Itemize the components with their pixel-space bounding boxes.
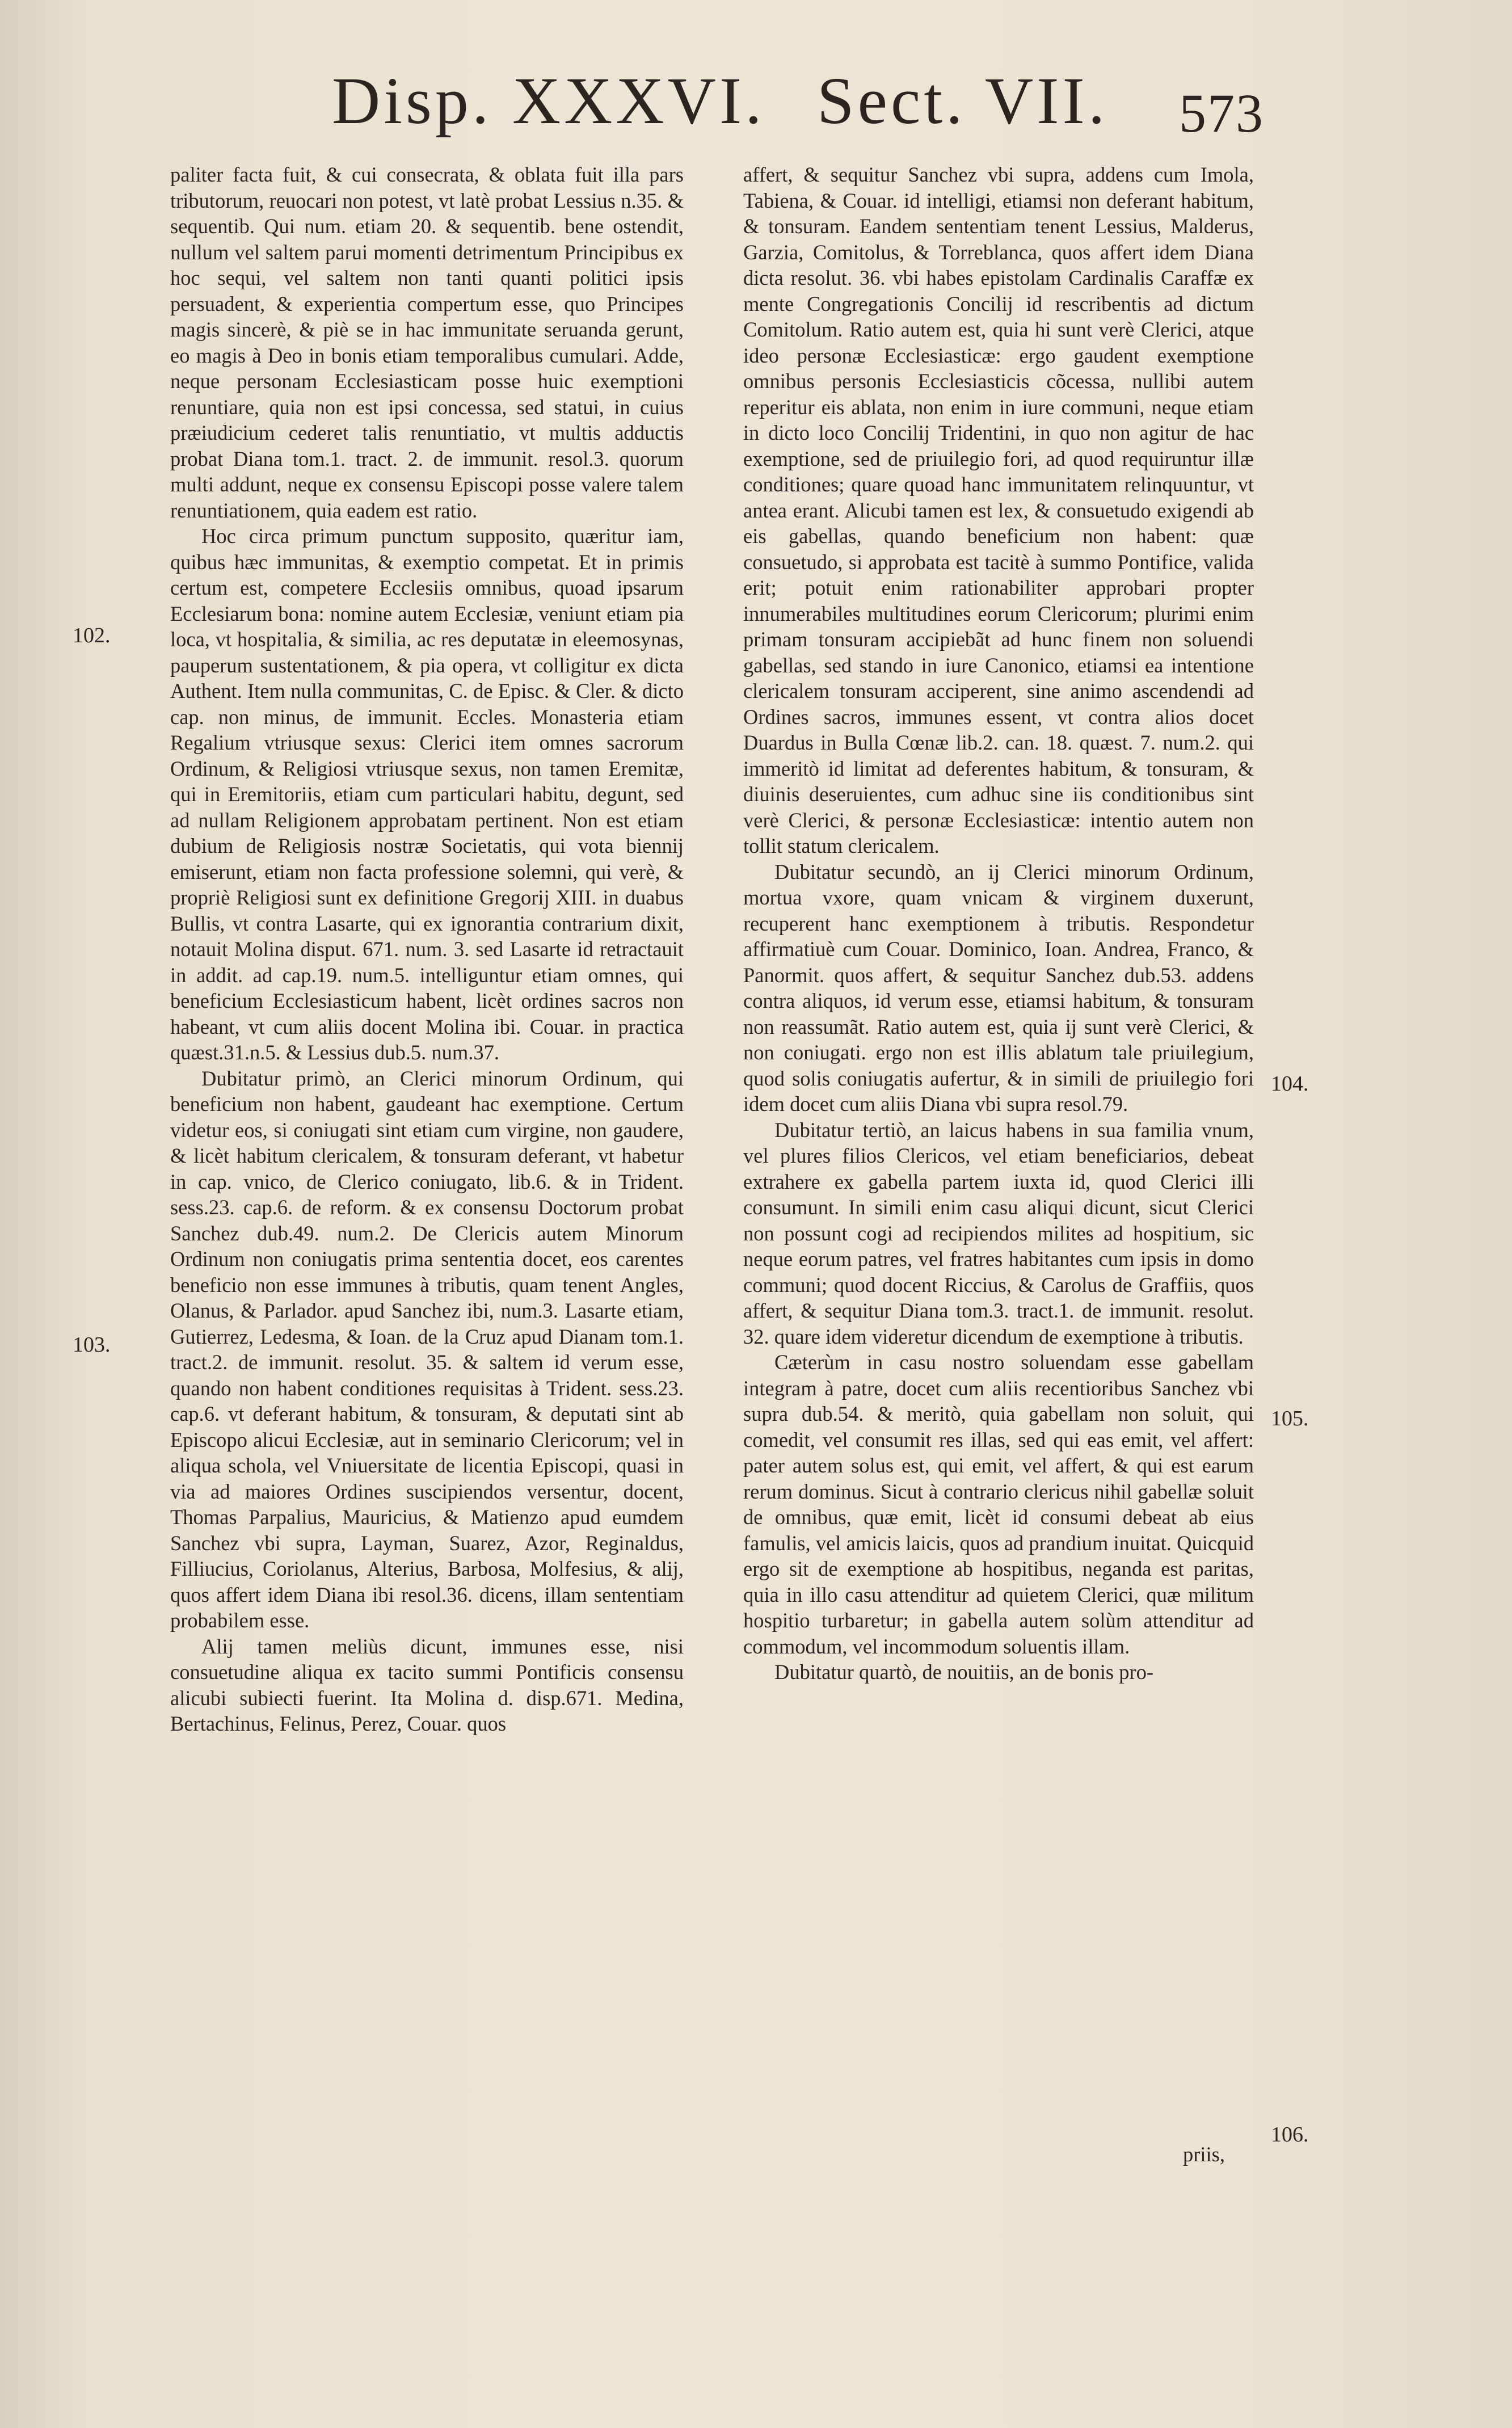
marginal-number-103: 103. bbox=[73, 1333, 111, 1357]
marginal-number-104: 104. bbox=[1271, 1072, 1309, 1096]
right-text-column bbox=[743, 162, 1254, 1685]
paragraph-106: Dubitatur quartò, de nouitiis, an de bonis pro- bbox=[774, 1660, 1154, 1684]
running-title-disputation: Disp. XXXVI. bbox=[332, 64, 765, 138]
paragraph-105: Dubitatur tertiò, an laicus habens in sua familia vnum, vel plures filios Clericos, vel etiam beneficiarios, debeat extrahere ex gabella partem iuxta id, quod Clerici illi consumunt. In simili enim casu aliqui dicunt, sicut Clerici non possunt cogi ad recipiendos milites ad hospitium, sic neque eorum patres, vel fratres habitantes cum ipsis in domo communi; quod docent Riccius, & Carolus de Graffiis, quos affert, & sequitur Diana tom.3. tract.1. de immunit. resolut. 32. quare idem videretur dicendum de exemptione à tributis. bbox=[743, 1118, 1254, 1348]
marginal-number-106: 106. bbox=[1271, 2123, 1309, 2147]
paragraph-alij-tamen: Alij tamen meliùs dicunt, immunes esse, nisi consuetudine aliqua ex tacito summi Pontificis consensu alicubi subiecti fuerint. Ita Molina d. disp.671. Medina, Bertachinus, Felinus, Perez, Couar. quos bbox=[170, 1634, 684, 1735]
paragraph-103: Dubitatur primò, an Clerici minorum Ordinum, qui beneficium non habent, gaudeant hac exemptione. Certum videtur eos, si coniugati sint etiam cum virgine, non gaudere, & licèt habitum clericalem, & tonsuram deferant, vt habetur in cap. vnico, de Clerico coniugato, lib.6. & in Trident. sess.23. cap.6. de reform. & ex consensu Doctorum probat Sanchez dub.49. num.2. De Clericis autem Minorum Ordinum non coniugatis prima sententia docet, eos carentes beneficio non esse immunes à tributis, quam tenent Angles, Olanus, & Parlador. apud Sanchez ibi, num.3. Lasarte etiam, Gutierrez, Ledesma, & Ioan. de la Cruz apud Dianam tom.1. tract.2. de immunit. resolut. 35. & saltem id verum esse, quando non habent conditiones requisitas à Trident. sess.23. cap.6. vt deferant habitum, & tonsuram, & deputati sint ab Episcopo alicui Ecclesiæ, aut in seminario Clericorum; vel in aliqua schola, vel Vniuersitate de licentia Episcopi, quasi in via ad maiores Ordines suscipiendos versentur, docent, Thomas Parpalius, Mauricius, & Matienzo apud eumdem Sanchez vbi supra, Layman, Suarez, Azor, Reginaldus, Filliucius, Coriolanus, Alterius, Barbosa, Molfesius, & alij, quos affert idem Diana ibi resol.36. dicens, illam sententiam probabilem esse. bbox=[170, 1066, 684, 1632]
paragraph-104: Dubitatur secundò, an ij Clerici minorum Ordinum, mortua vxore, quam vnicam & virginem duxerunt, recuperent hanc exemptionem à tributis. Respondetur affirmatiuè cum Couar. Dominico, Ioan. Andrea, Franco, & Panormit. quos affert, & sequitur Sanchez dub.53. addens contra aliquos, id verum esse, etiamsi habitum, & tonsuram non reassumãt. Ratio autem est, quia ij sunt verè Clerici, & non coniugati. ergo non est illis ablatum tale priuilegium, quod solis coniugatis aufertur, & in simili de priuilegio fori idem docet cum aliis Diana vbi supra resol.79. bbox=[743, 860, 1254, 1116]
paragraph-continuation-right: affert, & sequitur Sanchez vbi supra, addens cum Imola, Tabiena, & Couar. id intelligi, etiamsi non deferant habitum, & tonsuram. Eandem sententiam tenent Lessius, Malderus, Garzia, Comitolus, & Torreblanca, quos affert idem Diana dicta resolut. 36. vbi habes epistolam Cardinalis Caraffæ ex mente Congregationis Concilij id rescribentis ad dictum Comitolum. Ratio autem est, quia hi sunt verè Clerici, atque ideo personæ Ecclesiasticæ: ergo gaudent exemptione omnibus personis Ecclesiasticis cõcessa, nullibi autem reperitur eis ablata, non enim in iure communi, neque etiam in dicto loco Concilij Tridentini, in quo non agitur de hac exemptione, sed de priuilegio fori, ad quod requiruntur illæ conditiones; quare quoad hanc immunitatem relinquuntur, vt antea erant. Alicubi tamen est lex, & consuetudo exigendi ab eis gabellas, quando beneficium non habent: quæ consuetudo, si approbata est tacitè à summo Pontifice, valida erit; potuit enim rationabiliter approbari propter innumerabiles multitudines eorum Clericorum; plurimi enim primam tonsuram accipiebãt ad hunc finem non soluendi gabellas, sed stando in iure Canonico, etiamsi ea intentione clericalem tonsuram acciperent, sine animo ascendendi ad Ordines sacros, immunes essent, vt contra alios docet Duardus in Bulla Cœnæ lib.2. can. 18. quæst. 7. num.2. qui immeritò id limitat ad deferentes habitum, & tonsuram, & diuinis deseruientes, cum adhuc sine iis conditionibus sint verè Clerici, & personæ Ecclesiasticæ: intentio autem non tollit statum clericalem. bbox=[743, 163, 1254, 857]
catchword: priis, bbox=[1183, 2143, 1225, 2166]
running-title-section: Sect. VII. bbox=[817, 64, 1109, 138]
running-header bbox=[0, 62, 1512, 153]
marginal-number-102: 102. bbox=[73, 624, 111, 647]
marginal-number-105: 105. bbox=[1271, 1407, 1309, 1430]
paragraph-102: Hoc circa primum punctum supposito, quæritur iam, quibus hæc immunitas, & exemptio competat. Et in primis certum est, competere Ecclesiis omnibus, quoad ipsarum Ecclesiarum bona: nomine autem Ecclesiæ, veniunt etiam pia loca, vt hospitalia, & similia, ac res deputatæ in eleemosynas, pauperum sustentationem, & pia opera, vt colligitur ex dicta Authent. Item nulla communitas, C. de Episc. & Cler. & dicto cap. non minus, de immunit. Eccles. Monasteria etiam Regalium vtriusque sexus: Clerici item omnes sacrorum Ordinum, & Religiosi vtriusque sexus, non tamen Eremitæ, qui in Eremitoriis, etiam cum particulari habitu, degunt, sed ad nullam Religionem approbatam pertinent. Non est etiam dubium de Religiosis nostræ Societatis, qui vota biennij emiserunt, etiam non facta professione solemni, qui verè, & propriè Religiosi sunt ex definitione Gregorij XIII. in duabus Bullis, vt contra Lasarte, qui ex ignorantia contrarium dixit, notauit Molina disput. 671. num. 3. sed Lasarte id retractauit in addit. ad cap.19. num.5. intelliguntur etiam omnes, qui beneficium Ecclesiasticum habent, licèt ordines sacros non habeant, vt cum aliis docent Molina ibi. Couar. in practica quæst.31.n.5. & Lessius dub.5. num.37. bbox=[170, 524, 684, 1064]
paragraph-continuation: paliter facta fuit, & cui consecrata, & oblata fuit illa pars tributorum, reuocari non potest, vt latè probat Lessius n.35. & sequentib. Qui num. etiam 20. & sequentib. bene ostendit, nullum vel saltem parui momenti detrimentum Principibus ex hoc sequi, vel saltem non tanti quanti politici ipsis persuadent, & experientia compertum esse, quo Principes magis sincerè, & piè se in hac immunitate seruanda gerunt, eo magis à Deo in bonis etiam temporalibus cumulari. Adde, neque personam Ecclesiasticam posse huic exemptioni renuntiare, quia non est ipsi concessa, sed statui, in cuius præiudicium cederet talis renuntiatio, vt multis adductis probat Diana tom.1. tract. 2. de immunit. resol.3. quorum multi addunt, neque ex consensu Episcopi posse valere talem renuntiationem, quia eadem est ratio. bbox=[170, 163, 684, 522]
page-number: 573 bbox=[1179, 83, 1264, 144]
left-text-column bbox=[170, 162, 684, 1737]
paragraph-ceterum: Cæterùm in casu nostro soluendam esse gabellam integram à patre, docet cum aliis recentioribus Sanchez vbi supra dub.54. & meritò, quia gabellam non soluit, qui comedit, vel consumit res illas, sed qui eas emit, vel affert: pater autem solus est, qui emit, vel affert, & qui est earum rerum dominus. Sicut à contrario clericus nihil gabellæ soluit de omnibus, quæ emit, licèt id consumi debeat ab eius famulis, vel amicis laicis, quos ad prandium inuitat. Quicquid ergo sit de exemptione ab hospitibus, neganda est paritas, quia in illo casu attenditur ad quietem Clerici, quæ militum hospitio turbaretur; in gabella autem solùm attenditur ad commodum, vel incommodum soluentis illam. bbox=[743, 1350, 1254, 1658]
